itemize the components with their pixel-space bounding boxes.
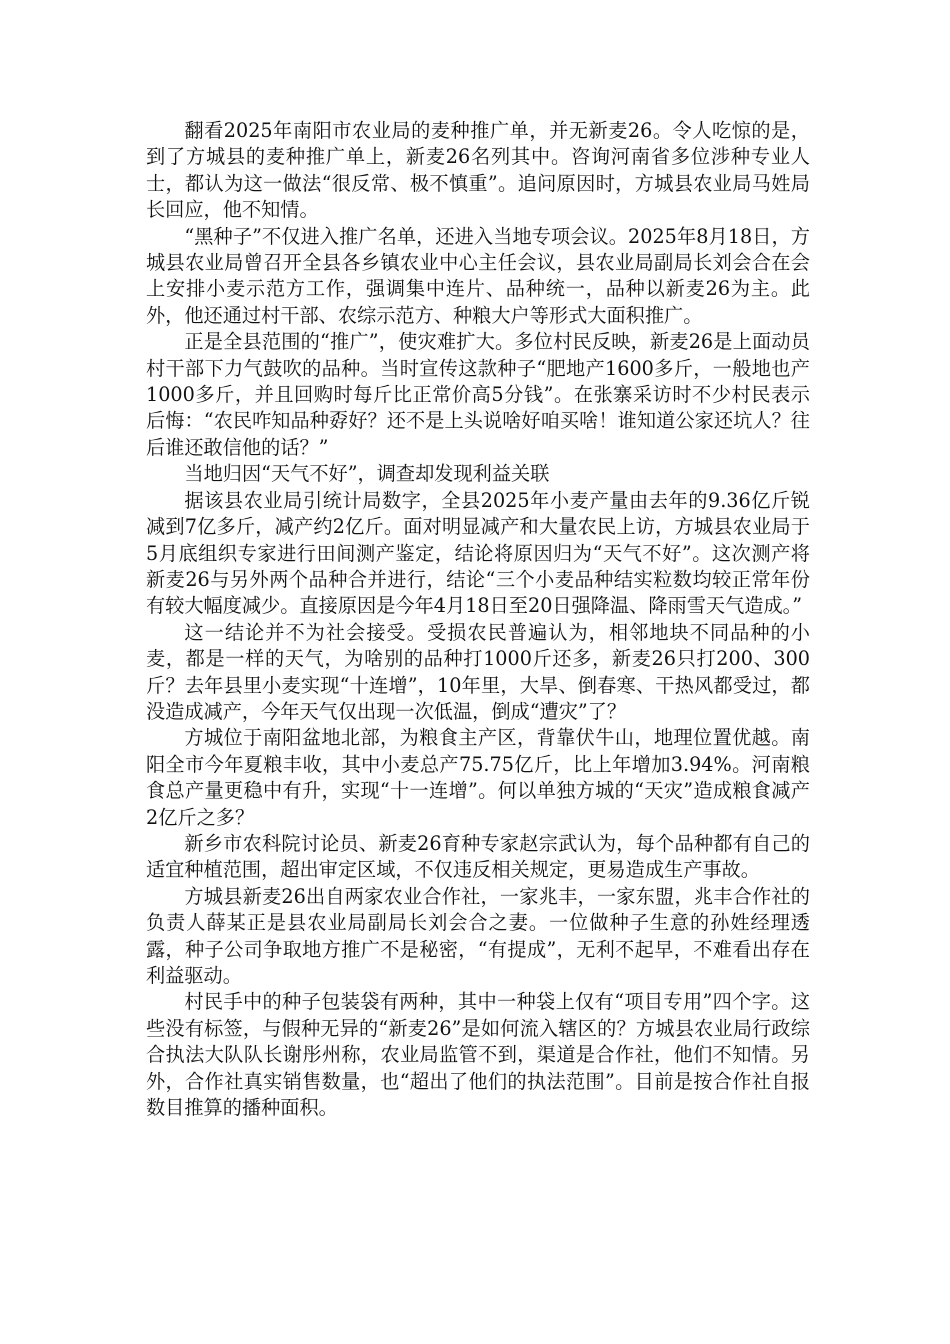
paragraph-fangcheng-location: 方城位于南阳盆地北部，为粮食主产区，背靠伏牛山，地理位置优越。南阳全市今年夏粮丰收，其中小麦总产75.75亿斤，比上年增加3.94%。河南粮食总产量更稳中有升，实现“十一连增”。何以单独方城的“天灾”造成粮食减产2亿斤之多？ — [146, 726, 810, 829]
paragraph-cooperatives: 方城县新麦26出自两家农业合作社，一家兆丰，一家东盟，兆丰合作社的负责人薛某正是县农业局副局长刘会合之妻。一位做种子生意的孙姓经理透露，种子公司争取地方推广不是秘密，“有提成”，无利不起早，不难看出存在利益驱动。 — [146, 884, 810, 987]
document-body — [146, 118, 810, 1121]
paragraph-seed-promotion-list: 翻看2025年南阳市农业局的麦种推广单，并无新麦26。令人吃惊的是，到了方城县的麦种推广单上，新麦26名列其中。咨询河南省多位涉种专业人士，都认为这一做法“很反常、极不慎重”。追问原因时，方城县农业局马姓局长回应，他不知情。 — [146, 119, 810, 222]
paragraph-special-meeting: “黑种子”不仅进入推广名单，还进入当地专项会议。2025年8月18日，方城县农业局曾召开全县各乡镇农业中心主任会议，县农业局副局长刘会合在会上安排小麦示范方工作，强调集中连片、品种统一，品种以新麦26为主。此外，他还通过村干部、农综示范方、种粮大户等形式大面积推广。 — [146, 224, 810, 327]
section-heading-weather-vs-interest: 当地归因“天气不好”，调查却发现利益关联 — [184, 462, 550, 486]
paragraph-yield-statistics: 据该县农业局引统计局数字，全县2025年小麦产量由去年的9.36亿斤锐减到7亿多斤，减产约2亿斤。面对明显减产和大量农民上访，方城县农业局于5月底组织专家进行田间测产鉴定，结论将原因归为“天气不好”。这次测产将新麦26与另外两个品种合并进行，结论“三个小麦品种结实粒数均较正常年份有较大幅度减少。直接原因是今年4月18日至20日强降温、降雨雪天气造成。” — [146, 488, 810, 618]
paragraph-county-promotion: 正是全县范围的“推广”，使灾难扩大。多位村民反映，新麦26是上面动员村干部下力气鼓吹的品种。当时宣传这款种子“肥地产1600多斤，一般地也产1000多斤，并且回购时每斤比正常价高5分钱”。在张寨采访时不少村民表示后悔：“农民咋知品种孬好？还不是上头说啥好咱买啥！谁知道公家还坑人？往后谁还敢信他的话？” — [146, 330, 810, 459]
paragraph-expert-opinion: 新乡市农科院讨论员、新麦26育种专家赵宗武认为，每个品种都有自己的适宜种植范围，超出审定区域，不仅违反相关规定，更易造成生产事故。 — [146, 831, 810, 882]
paragraph-packaging-bags: 村民手中的种子包装袋有两种，其中一种袋上仅有“项目专用”四个字。这些没有标签，与假种无异的“新麦26”是如何流入辖区的？方城县农业局行政综合执法大队队长谢彤州称，农业局监管不到，渠道是合作社，他们不知情。另外，合作社真实销售数量，也“超出了他们的执法范围”。目前是按合作社自报数目推算的播种面积。 — [146, 990, 810, 1120]
paragraph-conclusion-rejected: 这一结论并不为社会接受。受损农民普遍认为，相邻地块不同品种的小麦，都是一样的天气，为啥别的品种打1000斤还多，新麦26只打200、300斤？去年县里小麦实现“十连增”，10年里，大旱、倒春寒、干热风都受过，都没造成减产，今年天气仅出现一次低温，倒成“遭灾”了？ — [146, 620, 810, 723]
